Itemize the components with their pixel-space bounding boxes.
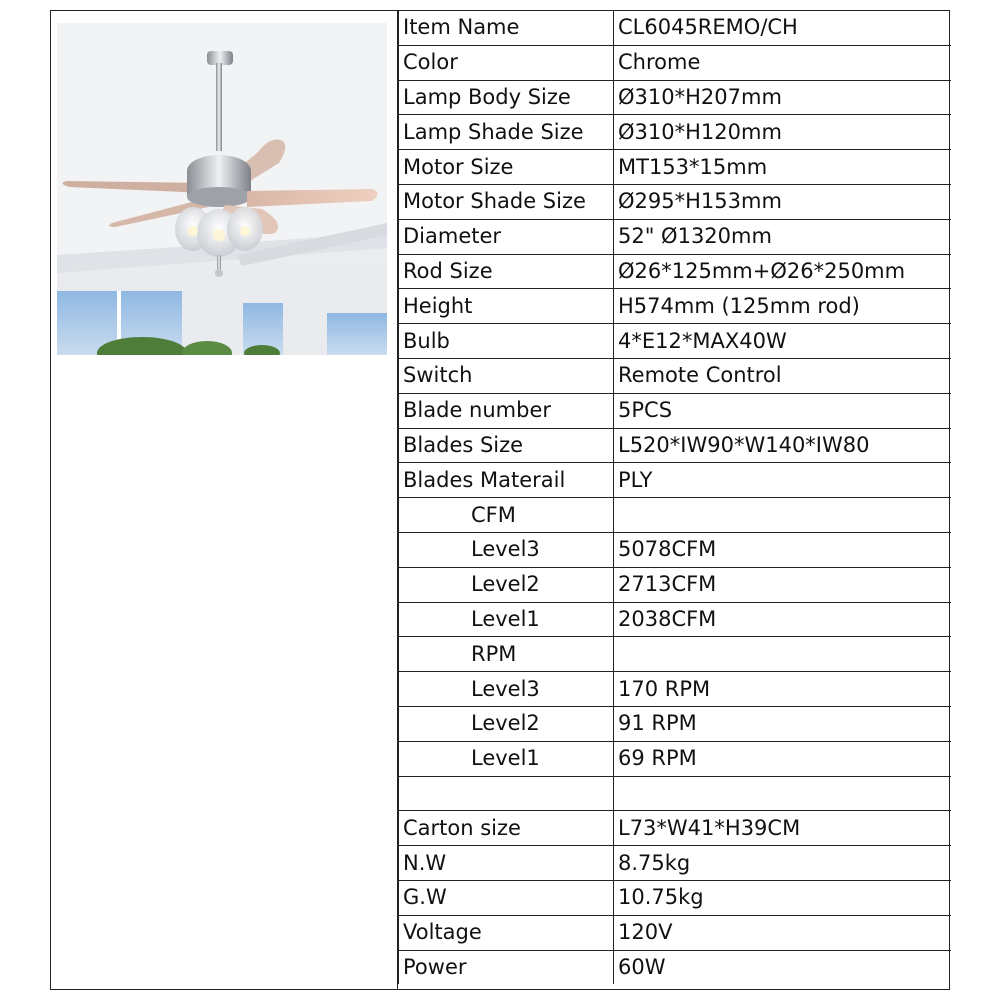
spec-value: PLY xyxy=(614,463,952,498)
spec-label: Level1 xyxy=(399,602,614,637)
product-photo-cell xyxy=(51,11,398,989)
spec-row xyxy=(399,289,952,324)
ceiling-fan-photo xyxy=(57,23,387,355)
spec-row xyxy=(399,219,952,254)
spec-row xyxy=(399,532,952,567)
spec-label: Motor Shade Size xyxy=(399,184,614,219)
spec-sheet xyxy=(50,10,950,990)
spec-value: 120V xyxy=(614,915,952,950)
spec-value: 2713CFM xyxy=(614,567,952,602)
spec-row xyxy=(399,950,952,984)
spec-row xyxy=(399,428,952,463)
spec-label: Level3 xyxy=(399,532,614,567)
spec-row xyxy=(399,811,952,846)
spec-row xyxy=(399,776,952,811)
spec-value: 170 RPM xyxy=(614,672,952,707)
spec-label: Level2 xyxy=(399,706,614,741)
spec-label: Lamp Body Size xyxy=(399,80,614,115)
spec-value: 5PCS xyxy=(614,393,952,428)
spec-label: Blades Materail xyxy=(399,463,614,498)
spec-value xyxy=(614,776,952,811)
spec-row xyxy=(399,602,952,637)
spec-row xyxy=(399,358,952,393)
spec-label: N.W xyxy=(399,846,614,881)
spec-value: 69 RPM xyxy=(614,741,952,776)
spec-label: G.W xyxy=(399,880,614,915)
spec-label: Blade number xyxy=(399,393,614,428)
spec-row xyxy=(399,637,952,672)
spec-row xyxy=(399,706,952,741)
spec-label: Rod Size xyxy=(399,254,614,289)
spec-label: Item Name xyxy=(399,11,614,45)
spec-value: Ø310*H207mm xyxy=(614,80,952,115)
spec-row xyxy=(399,324,952,359)
spec-row xyxy=(399,672,952,707)
spec-label: Level3 xyxy=(399,672,614,707)
spec-value: Ø310*H120mm xyxy=(614,115,952,150)
spec-row xyxy=(399,80,952,115)
spec-value: Ø295*H153mm xyxy=(614,184,952,219)
spec-value: 5078CFM xyxy=(614,532,952,567)
spec-row xyxy=(399,741,952,776)
specification-table xyxy=(398,11,951,984)
ceiling-fan-illustration xyxy=(57,23,387,355)
spec-label: Diameter xyxy=(399,219,614,254)
spec-value: Chrome xyxy=(614,45,952,80)
spec-row xyxy=(399,184,952,219)
spec-row xyxy=(399,45,952,80)
spec-label: Lamp Shade Size xyxy=(399,115,614,150)
spec-value: CL6045REMO/CH xyxy=(614,11,952,45)
specification-rows xyxy=(399,11,952,984)
spec-value: 4*E12*MAX40W xyxy=(614,324,952,359)
spec-label: Power xyxy=(399,950,614,984)
spec-label: CFM xyxy=(399,498,614,533)
spec-row xyxy=(399,567,952,602)
spec-label: Height xyxy=(399,289,614,324)
spec-value: 60W xyxy=(614,950,952,984)
spec-label: Motor Size xyxy=(399,150,614,185)
spec-value: MT153*15mm xyxy=(614,150,952,185)
spec-row xyxy=(399,463,952,498)
spec-label xyxy=(399,776,614,811)
spec-value: Ø26*125mm+Ø26*250mm xyxy=(614,254,952,289)
spec-value xyxy=(614,637,952,672)
spec-label: Blades Size xyxy=(399,428,614,463)
spec-label: Voltage xyxy=(399,915,614,950)
spec-row xyxy=(399,150,952,185)
spec-label: Bulb xyxy=(399,324,614,359)
spec-value: 8.75kg xyxy=(614,846,952,881)
spec-label: Level2 xyxy=(399,567,614,602)
spec-row xyxy=(399,498,952,533)
spec-value: 91 RPM xyxy=(614,706,952,741)
spec-label: Level1 xyxy=(399,741,614,776)
spec-value: L73*W41*H39CM xyxy=(614,811,952,846)
spec-label: RPM xyxy=(399,637,614,672)
spec-row xyxy=(399,254,952,289)
spec-row xyxy=(399,880,952,915)
spec-value xyxy=(614,498,952,533)
spec-value: 2038CFM xyxy=(614,602,952,637)
spec-value: Remote Control xyxy=(614,358,952,393)
spec-row xyxy=(399,915,952,950)
spec-row xyxy=(399,115,952,150)
spec-row xyxy=(399,11,952,45)
spec-value: H574mm (125mm rod) xyxy=(614,289,952,324)
spec-label: Color xyxy=(399,45,614,80)
spec-label: Carton size xyxy=(399,811,614,846)
spec-label: Switch xyxy=(399,358,614,393)
spec-row xyxy=(399,393,952,428)
spec-value: L520*IW90*W140*IW80 xyxy=(614,428,952,463)
spec-value: 10.75kg xyxy=(614,880,952,915)
spec-row xyxy=(399,846,952,881)
spec-value: 52" Ø1320mm xyxy=(614,219,952,254)
